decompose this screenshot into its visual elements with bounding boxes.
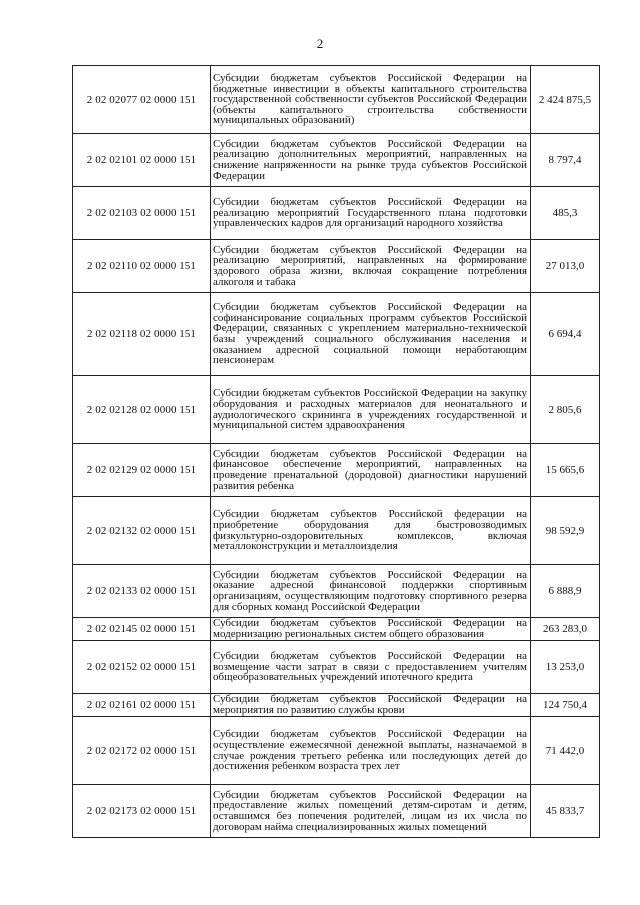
amount-cell: 98 592,9	[531, 497, 600, 565]
budget-code-cell: 2 02 02173 02 0000 151	[73, 785, 211, 838]
table-row	[73, 293, 600, 376]
budget-code-cell: 2 02 02103 02 0000 151	[73, 187, 211, 240]
table-row	[73, 444, 600, 497]
amount-cell: 15 665,6	[531, 444, 600, 497]
budget-code-cell: 2 02 02101 02 0000 151	[73, 134, 211, 187]
description-cell: Субсидии бюджетам субъектов Российской Федерации на мероприятия по развитию службы крови	[211, 694, 531, 717]
page-number: 2	[316, 36, 324, 51]
table-row	[73, 641, 600, 694]
budget-table	[72, 65, 600, 838]
budget-code-cell: 2 02 02132 02 0000 151	[73, 497, 211, 565]
amount-cell: 263 283,0	[531, 618, 600, 641]
description-cell: Субсидии бюджетам субъектов Российской Федерации на реализацию мероприятий, направленных на формирование здорового образа жизни, включая сокращение потребления алкоголя и табака	[211, 240, 531, 293]
table-row	[73, 717, 600, 785]
budget-code-cell: 2 02 02110 02 0000 151	[73, 240, 211, 293]
budget-code-cell: 2 02 02172 02 0000 151	[73, 717, 211, 785]
description-cell: Субсидии бюджетам субъектов Российской Федерации на реализацию дополнительных мероприятий, направленных на снижение напряженности на рынке труда субъектов Российской Федерации	[211, 134, 531, 187]
amount-cell: 27 013,0	[531, 240, 600, 293]
table-row	[73, 66, 600, 134]
table-row	[73, 565, 600, 618]
amount-cell: 124 750,4	[531, 694, 600, 717]
description-cell: Субсидии бюджетам субъектов Российской Федерации на закупку оборудования и расходных материалов для неонатального и аудиологического скрининга в учреждениях государственной и муниципальной систем здравоохранения	[211, 376, 531, 444]
budget-code-cell: 2 02 02145 02 0000 151	[73, 618, 211, 641]
description-cell: Субсидии бюджетам субъектов Российской Федерации на бюджетные инвестиции в объекты капитального строительства государственной собственности субъектов Российской Федерации (объекты капитального строительства собственности муниципальных образований)	[211, 66, 531, 134]
budget-code-cell: 2 02 02077 02 0000 151	[73, 66, 211, 134]
table-row	[73, 785, 600, 838]
amount-cell: 6 694,4	[531, 293, 600, 376]
description-cell: Субсидии бюджетам субъектов Российской Федерации на реализацию мероприятий Государственного плана подготовки управленческих кадров для организаций народного хозяйства	[211, 187, 531, 240]
budget-code-cell: 2 02 02161 02 0000 151	[73, 694, 211, 717]
description-cell: Субсидии бюджетам субъектов Российской Федерации на осуществление ежемесячной денежной выплаты, назначаемой в случае рождения третьего ребенка или последующих детей до достижения ребенком возраста трех лет	[211, 717, 531, 785]
description-cell: Субсидии бюджетам субъектов Российской федерации на приобретение оборудования для быстровозводимых физкультурно-оздоровительных комплексов, включая металлоконструкции и металлоизделия	[211, 497, 531, 565]
budget-table-body	[73, 66, 600, 838]
budget-code-cell: 2 02 02133 02 0000 151	[73, 565, 211, 618]
amount-cell: 45 833,7	[531, 785, 600, 838]
table-row	[73, 376, 600, 444]
budget-code-cell: 2 02 02128 02 0000 151	[73, 376, 211, 444]
table-row	[73, 694, 600, 717]
amount-cell: 2 805,6	[531, 376, 600, 444]
description-cell: Субсидии бюджетам субъектов Российской Федерации на оказание адресной финансовой поддержки спортивным организациям, осуществляющим подготовку спортивного резерва для сборных команд Российской Федерации	[211, 565, 531, 618]
table-row	[73, 240, 600, 293]
amount-cell: 6 888,9	[531, 565, 600, 618]
amount-cell: 13 253,0	[531, 641, 600, 694]
description-cell: Субсидии бюджетам субъектов Российской Федерации на предоставление жилых помещений детям-сиротам и детям, оставшимся без попечения родителей, лицам из их числа по договорам найма специализированных жилых помещений	[211, 785, 531, 838]
amount-cell: 71 442,0	[531, 717, 600, 785]
budget-code-cell: 2 02 02129 02 0000 151	[73, 444, 211, 497]
description-cell: Субсидии бюджетам субъектов Российской Федерации на модернизацию региональных систем общего образования	[211, 618, 531, 641]
table-row	[73, 497, 600, 565]
amount-cell: 8 797,4	[531, 134, 600, 187]
table-row	[73, 134, 600, 187]
description-cell: Субсидии бюджетам субъектов Российской Федерации на возмещение части затрат в связи с предоставлением учителям общеобразовательных учреждений ипотечного кредита	[211, 641, 531, 694]
amount-cell: 485,3	[531, 187, 600, 240]
description-cell: Субсидии бюджетам субъектов Российской Федерации на финансовое обеспечение мероприятий, направленных на проведение пренатальной (дородовой) диагностики нарушений развития ребенка	[211, 444, 531, 497]
table-row	[73, 618, 600, 641]
table-row	[73, 187, 600, 240]
budget-code-cell: 2 02 02152 02 0000 151	[73, 641, 211, 694]
description-cell: Субсидии бюджетам субъектов Российской Федерации на софинансирование социальных программ субъектов Российской Федерации, связанных с укреплением материально-технической базы учреждений социального обслуживания населения и оказанием адресной социальной помощи неработающим пенсионерам	[211, 293, 531, 376]
budget-code-cell: 2 02 02118 02 0000 151	[73, 293, 211, 376]
amount-cell: 2 424 875,5	[531, 66, 600, 134]
